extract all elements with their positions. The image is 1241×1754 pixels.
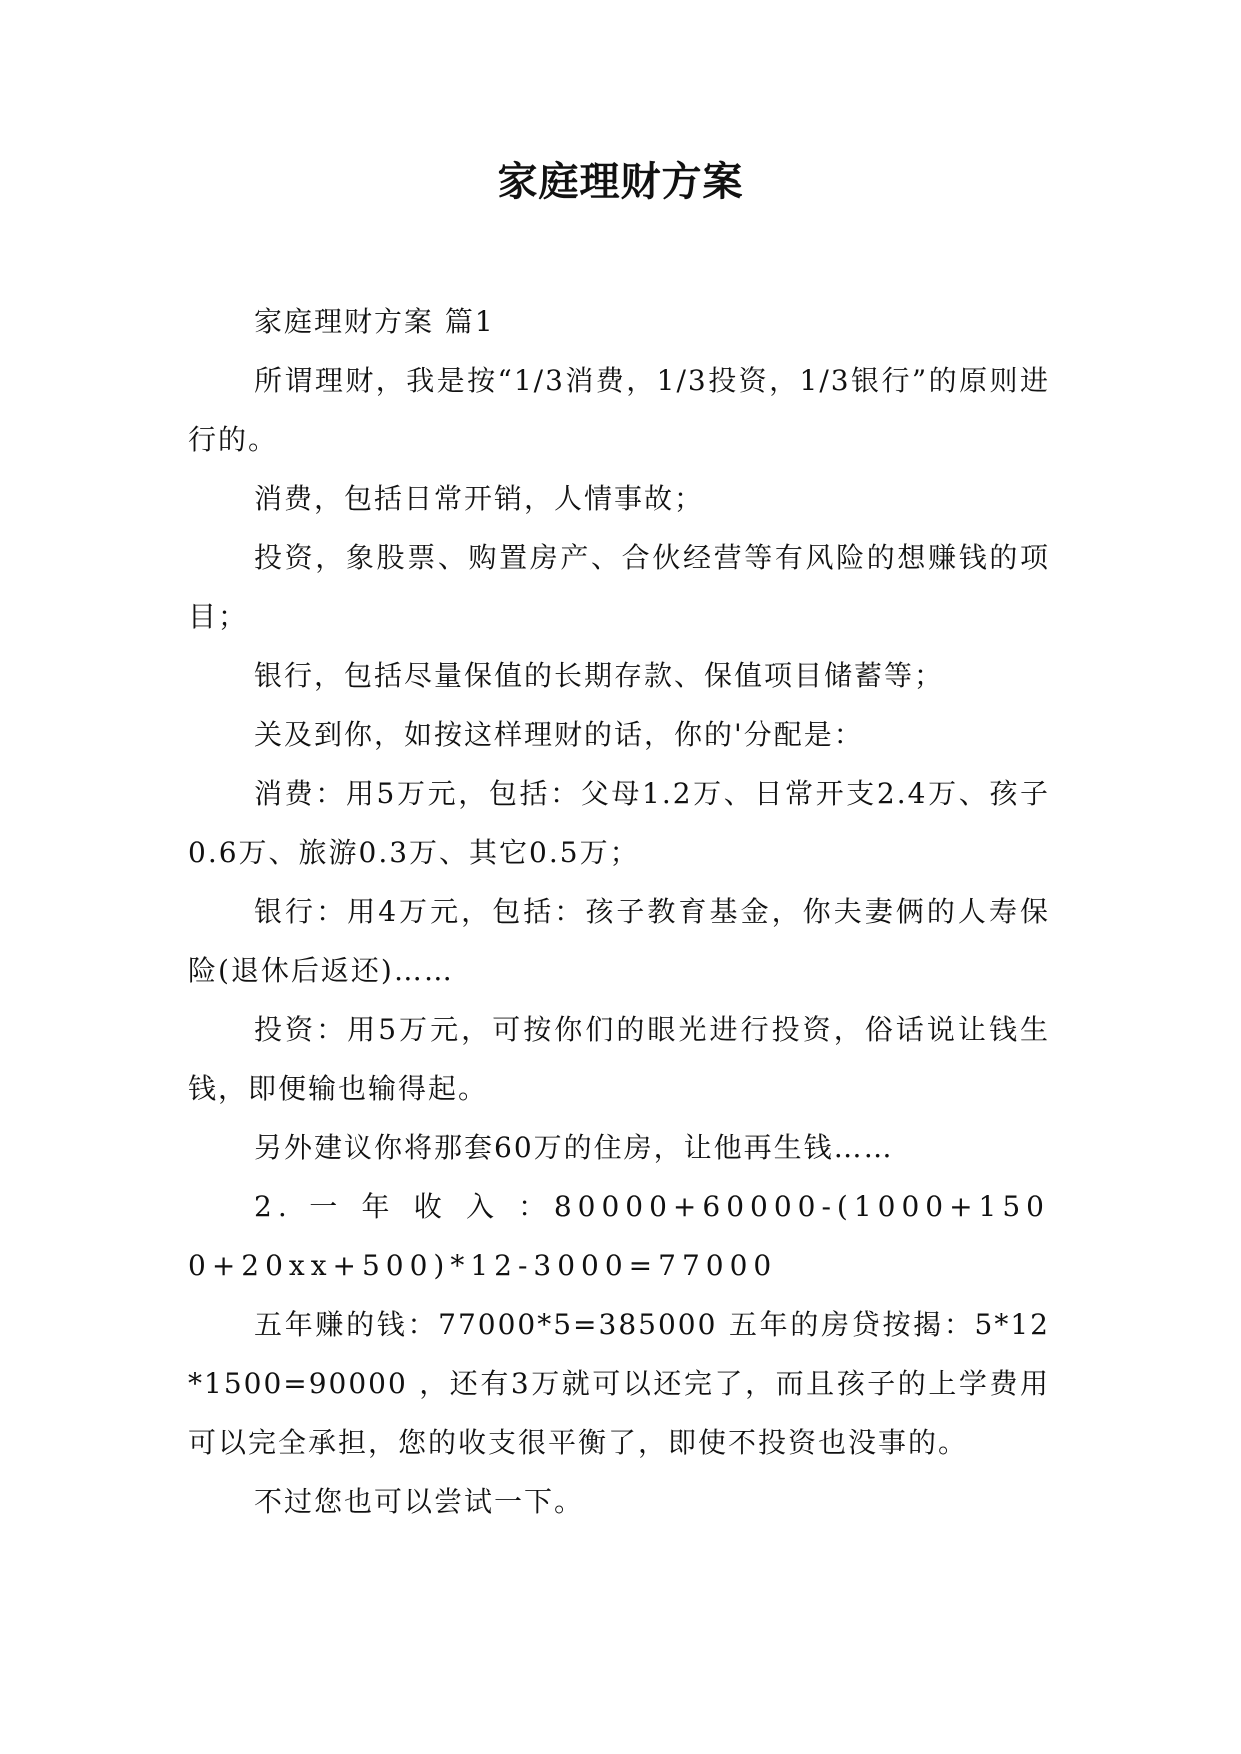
- paragraph-bank: 银行，包括尽量保值的长期存款、保值项目储蓄等；: [254, 659, 945, 692]
- paragraph-consumption: 消费，包括日常开销，人情事故；: [254, 482, 705, 515]
- paragraph-investment-allocation: 投资：用5万元，可按你们的眼光进行投资，俗话说让钱生钱，即便输也输得起。: [188, 1013, 1050, 1105]
- document-title: 家庭理财方案: [497, 158, 744, 205]
- paragraph-principle: 所谓理财，我是按“1/3消费，1/3投资，1/3银行”的原则进行的。: [188, 364, 1050, 456]
- paragraph-closing: 不过您也可以尝试一下。: [254, 1485, 585, 1518]
- paragraph-consumption-allocation: 消费：用5万元，包括：父母1.2万、日常开支2.4万、孩子0.6万、旅游0.3万、其它0.5万；: [188, 777, 1050, 869]
- paragraph-five-year-earnings: 五年赚的钱：77000*5=385000 五年的房贷按揭：5*12*1500=90000 ，还有3万就可以还完了，而且孩子的上学费用可以完全承担，您的收支很平衡了，即使不投资也没事的。: [188, 1308, 1050, 1459]
- paragraph-annual-income: 2. 一 年 收 入 ：80000+60000-(1000+1500+20xx+500)*12-3000=77000: [188, 1190, 1050, 1282]
- paragraph-section-heading: 家庭理财方案 篇1: [254, 305, 495, 338]
- paragraph-allocation-intro: 关及到你，如按这样理财的话，你的'分配是：: [254, 718, 864, 751]
- paragraph-housing-suggestion: 另外建议你将那套60万的住房，让他再生钱……: [254, 1131, 894, 1164]
- paragraph-investment: 投资，象股票、购置房产、合伙经营等有风险的想赚钱的项目；: [188, 541, 1050, 633]
- paragraph-bank-allocation: 银行：用4万元，包括：孩子教育基金，你夫妻俩的人寿保险(退休后返还)……: [188, 895, 1050, 987]
- document-body: [188, 292, 1050, 1531]
